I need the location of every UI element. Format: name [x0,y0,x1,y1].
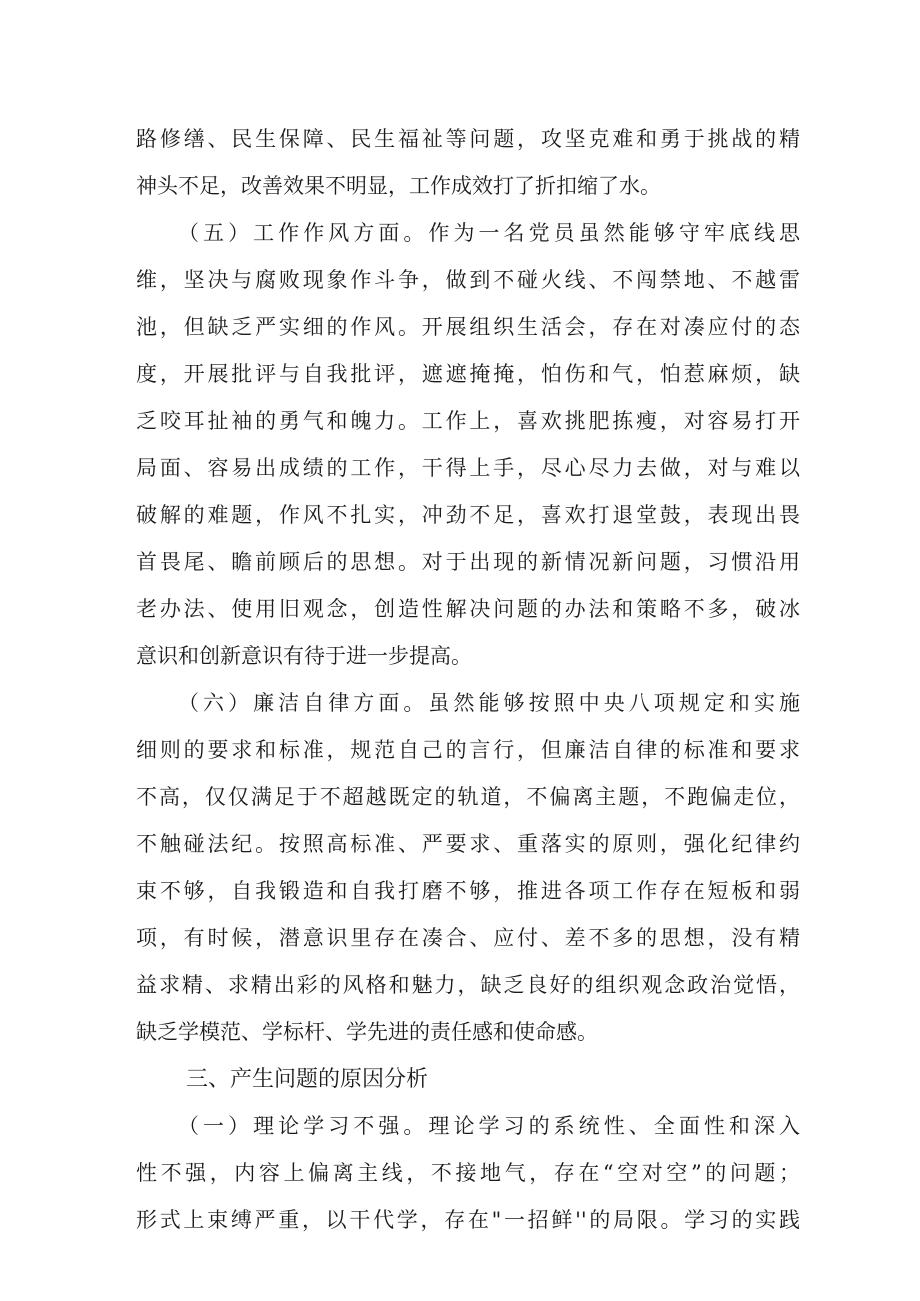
text-line: 束不够，自我锻造和自我打磨不够，推进各项工作存在短板和弱 [136,879,800,903]
paragraph-theory-study [136,1103,800,1244]
text-line: 乏咬耳扯袖的勇气和魄力。工作上，喜欢挑肥拣瘦，对容易打开 [136,409,800,433]
text-line: （一）理论学习不强。理论学习的系统性、全面性和深入 [178,1114,800,1138]
document-body [136,116,800,1244]
text-line: 路修缮、民生保障、民生福祉等问题，攻坚克难和勇于挑战的精 [136,127,800,151]
text-line: （五）工作作风方面。作为一名党员虽然能够守牢底线思 [178,221,800,245]
text-line: 细则的要求和标准，规范自己的言行，但廉洁自律的标准和要求 [136,738,800,762]
section-heading: 三、产生问题的原因分析 [186,1067,429,1092]
text-line: 性不强，内容上偏离主线，不接地气，存在“空对空”的问题； [136,1161,800,1185]
text-line: （六）廉洁自律方面。虽然能够按照中央八项规定和实施 [178,691,800,715]
text-line: 度，开展批评与自我批评，遮遮掩掩，怕伤和气，怕惹麻烦，缺 [136,362,800,386]
text-line: 老办法、使用旧观念，创造性解决问题的办法和策略不多，破冰 [136,597,800,621]
text-line: 破解的难题，作风不扎实，冲劲不足，喜欢打退堂鼓，表现出畏 [136,503,800,527]
text-line: 首畏尾、瞻前顾后的思想。对于出现的新情况新问题，习惯沿用 [136,550,800,574]
text-line: 神头不足，改善效果不明显，工作成效打了折扣缩了水。 [136,174,661,198]
paragraph-continuation [136,116,800,210]
text-line: 局面、容易出成绩的工作，干得上手，尽心尽力去做，对与难以 [136,456,800,480]
text-line: 缺乏学模范、学标杆、学先进的责任感和使命感。 [136,1020,598,1044]
paragraph-integrity [136,680,800,1056]
paragraph-work-style [136,210,800,680]
text-line: 项，有时候，潜意识里存在凑合、应付、差不多的思想，没有精 [136,926,800,950]
text-line: 形式上束缚严重，以干代学，存在"一招鲜''的局限。学习的实践 [136,1208,800,1232]
text-line: 意识和创新意识有待于进一步提高。 [136,644,472,668]
text-line: 池，但缺乏严实细的作风。开展组织生活会，存在对凑应付的态 [136,315,800,339]
text-line: 维，坚决与腐败现象作斗争，做到不碰火线、不闯禁地、不越雷 [136,268,800,292]
text-line: 不高，仅仅满足于不超越既定的轨道，不偏离主题，不跑偏走位， [136,785,800,809]
text-line: 不触碰法纪。按照高标准、严要求、重落实的原则，强化纪律约 [136,832,800,856]
text-line: 益求精、求精出彩的风格和魅力，缺乏良好的组织观念政治觉悟， [136,973,800,997]
